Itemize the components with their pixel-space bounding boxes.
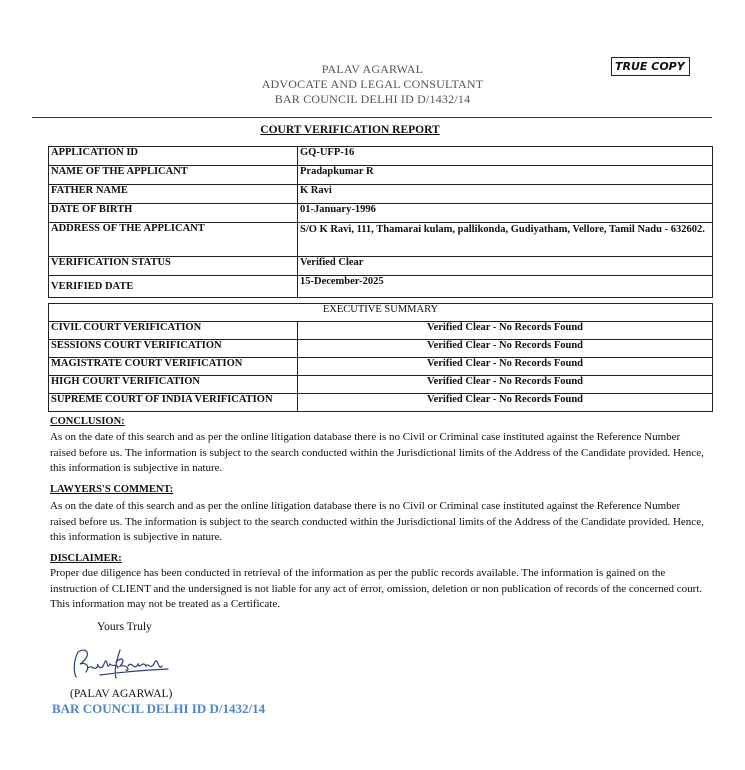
table-row — [49, 204, 713, 223]
detail-value: GQ-UFP-16 — [298, 147, 713, 166]
court-result: Verified Clear - No Records Found — [298, 376, 713, 394]
detail-value: Pradapkumar R — [298, 166, 713, 185]
detail-value: 01-January-1996 — [298, 204, 713, 223]
court-label: SUPREME COURT OF INDIA VERIFICATION — [49, 394, 298, 412]
applicant-details-table — [48, 146, 713, 298]
signature-image — [70, 642, 175, 684]
detail-value: K Ravi — [298, 185, 713, 204]
detail-label: FATHER NAME — [49, 185, 298, 204]
table-row — [49, 358, 713, 376]
court-result: Verified Clear - No Records Found — [298, 340, 713, 358]
detail-label: DATE OF BIRTH — [49, 204, 298, 223]
table-row — [49, 166, 713, 185]
table-row — [49, 223, 713, 257]
table-row — [49, 340, 713, 358]
table-row — [49, 376, 713, 394]
detail-label: VERIFIED DATE — [49, 276, 298, 298]
detail-value: S/O K Ravi, 111, Thamarai kulam, pallikonda, Gudiyatham, Vellore, Tamil Nadu - 632602. — [298, 223, 713, 257]
advocate-bar-id: BAR COUNCIL DELHI ID D/1432/14 — [274, 92, 471, 106]
closing-text: Yours Truly — [97, 621, 152, 633]
signatory-name: (PALAV AGARWAL) — [70, 688, 173, 700]
advocate-name: PALAV AGARWAL — [321, 62, 424, 76]
conclusion-text: As on the date of this search and as per the online litigation database there is no Civil or Criminal case instituted against the Reference Number raised before us. The information is subject to the search conducted within the Jurisdictional limits of the Address of the Candidate provided. Hence, this information is subjective in nature. — [50, 431, 704, 474]
true-copy-stamp: TRUE COPY — [611, 57, 690, 76]
court-label: CIVIL COURT VERIFICATION — [49, 322, 298, 340]
report-title: COURT VERIFICATION REPORT — [260, 124, 440, 136]
table-row — [49, 394, 713, 412]
conclusion-heading: CONCLUSION: — [50, 416, 125, 427]
disclaimer-text: Proper due diligence has been conducted in retrieval of the information as per the public records available. The information is gained on the instruction of CLIENT and the undersigned is not liable for any act of error, omission, deletion or non publication of records of the concerned court. This information may not be treated as a Certificate. — [50, 567, 703, 610]
detail-label: ADDRESS OF THE APPLICANT — [49, 223, 298, 257]
disclaimer-heading: DISCLAIMER: — [50, 553, 122, 564]
header-divider — [32, 117, 712, 118]
detail-label: VERIFICATION STATUS — [49, 257, 298, 276]
detail-value: Verified Clear — [298, 257, 713, 276]
table-row — [49, 147, 713, 166]
court-label: HIGH COURT VERIFICATION — [49, 376, 298, 394]
detail-label: APPLICATION ID — [49, 147, 298, 166]
court-result: Verified Clear - No Records Found — [298, 322, 713, 340]
summary-heading: EXECUTIVE SUMMARY — [49, 304, 713, 322]
executive-summary-table — [48, 303, 713, 412]
table-row — [49, 276, 713, 298]
table-row — [49, 304, 713, 322]
court-result: Verified Clear - No Records Found — [298, 394, 713, 412]
advocate-role: ADVOCATE AND LEGAL CONSULTANT — [261, 77, 484, 91]
detail-value: 15-December-2025 — [298, 276, 713, 298]
signatory-bar-id: BAR COUNCIL DELHI ID D/1432/14 — [52, 701, 266, 716]
court-label: MAGISTRATE COURT VERIFICATION — [49, 358, 298, 376]
lawyers-comment-heading: LAWYERS'S COMMENT: — [50, 484, 174, 495]
detail-label: NAME OF THE APPLICANT — [49, 166, 298, 185]
court-result: Verified Clear - No Records Found — [298, 358, 713, 376]
lawyers-comment-text: As on the date of this search and as per the online litigation database there is no Civil or Criminal case instituted against the Reference Number raised before us. The information is subject to the search conducted within the Jurisdictional limits of the Address of the Candidate provided. Hence, this information is subjective in nature. — [50, 500, 704, 543]
table-row — [49, 322, 713, 340]
court-label: SESSIONS COURT VERIFICATION — [49, 340, 298, 358]
table-row — [49, 185, 713, 204]
table-row — [49, 257, 713, 276]
